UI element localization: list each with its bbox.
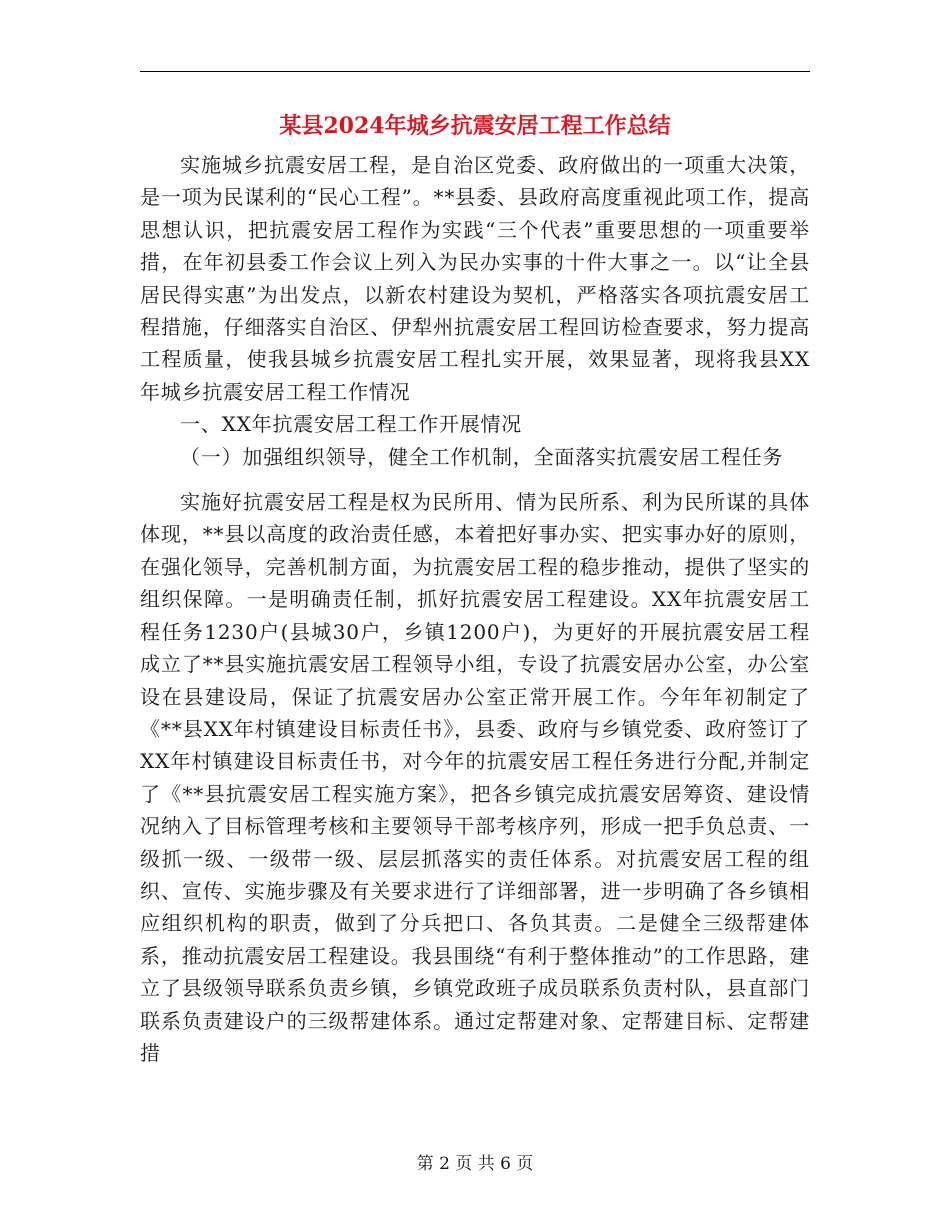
subsection-heading: （一）加强组织领导，健全工作机制，全面落实抗震安居工程任务 [180, 444, 784, 469]
footer-suffix: 页 [516, 1154, 534, 1174]
document-title: 某县2024年城乡抗震安居工程工作总结 [279, 113, 671, 139]
page-footer [0, 1152, 950, 1176]
footer-page-number: 2 [439, 1154, 450, 1174]
footer-total-pages: 6 [500, 1154, 511, 1174]
paragraph-intro: 实施城乡抗震安居工程，是自治区党委、政府做出的一项重大决策，是一项为民谋利的“民心工程”。**县委、县政府高度重视此项工作，提高思想认识，把抗震安居工程作为实践“三个代表”重要思想的一项重要举措，在年初县委工作会议上列入为民办实事的十件大事之一。以“让全县居民得实惠”为出发点，以新农村建设为契机，严格落实各项抗震安居工程措施，仔细落实自治区、伊犁州抗震安居工程回访检查要求，努力提高工程质量，使我县城乡抗震安居工程扎实开展，效果显著，现将我县XX年城乡抗震安居工程工作情况 [140, 153, 810, 404]
footer-prefix: 第 [416, 1154, 434, 1174]
footer-total-word: 共 [477, 1154, 495, 1174]
paragraph-body: 实施好抗震安居工程是权为民所用、情为民所系、利为民所谋的具体体现，**县以高度的政治责任感，本着把好事办实、把实事办好的原则，在强化领导，完善机制方面，为抗震安居工程的稳步推动，提供了坚实的组织保障。一是明确责任制，抓好抗震安居工程建设。XX年抗震安居工程任务1230户(县城30户，乡镇1200户)，为更好的开展抗震安居工程成立了**县实施抗震安居工程领导小组，专设了抗震安居办公室，办公室设在县建设局，保证了抗震安居办公室正常开展工作。今年年初制定了《**县XX年村镇建设目标责任书》，县委、政府与乡镇党委、政府签订了XX年村镇建设目标责任书，对今年的抗震安居工程任务进行分配,并制定了《**县抗震安居工程实施方案》，把各乡镇完成抗震安居筹资、建设情况纳入了目标管理考核和主要领导干部考核序列，形成一把手负总责、一级抓一级、一级带一级、层层抓落实的责任体系。对抗震安居工程的组织、宣传、实施步骤及有关要求进行了详细部署，进一步明确了各乡镇相应组织机构的职责，做到了分兵把口、各负其责。二是健全三级帮建体系，推动抗震安居工程建设。我县围绕“有利于整体推动”的工作思路，建立了县级领导联系负责乡镇，乡镇党政班子成员联系负责村队，县直部门联系负责建设户的三级帮建体系。通过定帮建对象、定帮建目标、定帮建措 [140, 490, 810, 1065]
footer-page-word: 页 [455, 1154, 473, 1174]
header-rule [140, 71, 810, 72]
section-heading: 一、XX年抗震安居工程工作开展情况 [180, 412, 523, 437]
document-body [140, 149, 810, 1069]
